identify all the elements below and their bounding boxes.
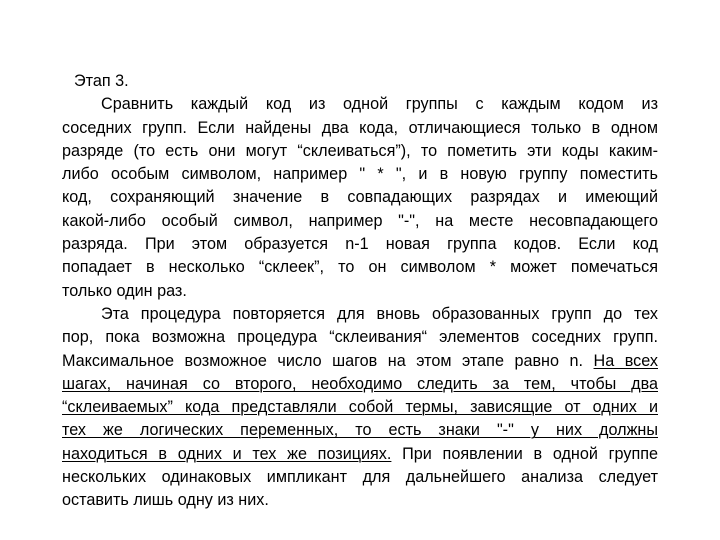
paragraph-1 bbox=[62, 93, 658, 303]
underlined-text: находиться в одних и тех же позициях. bbox=[62, 444, 392, 463]
text-line bbox=[62, 350, 658, 373]
underlined-text-line: шагах, начиная со второго, необходимо следить за тем, чтобы два bbox=[62, 374, 658, 393]
text-line: соседних групп. Если найдены два кода, отличающиеся только в одном bbox=[62, 118, 658, 137]
text-line: оставить лишь одну из них. bbox=[62, 491, 269, 510]
underlined-text-line: “склеиваемых” кода представляли собой термы, зависящие от одних и bbox=[62, 398, 658, 417]
text-line: Сравнить каждый код из одной группы с каждым кодом из bbox=[101, 95, 658, 114]
text-line: код, сохраняющий значение в совпадающих разрядах и имеющий bbox=[62, 188, 658, 207]
text-line: только один раз. bbox=[62, 281, 187, 300]
underlined-text-line: тех же логических переменных, то есть знаки "-" у них должны bbox=[62, 421, 658, 440]
paragraph-2 bbox=[62, 303, 658, 513]
text-line: Эта процедура повторяется для вновь образованных групп до тех bbox=[101, 304, 658, 323]
text-line bbox=[62, 443, 658, 466]
text-line: разряде (то есть они могут “склеиваться”), то пометить эти коды каким- bbox=[62, 141, 658, 160]
text-line: какой-либо особый символ, например "-", на месте несовпадающего bbox=[62, 211, 658, 230]
stage-heading: Этап 3. bbox=[74, 72, 129, 90]
text-segment: При появлении в одной группе bbox=[402, 444, 658, 463]
text-line: разряда. При этом образуется n-1 новая группа кодов. Если код bbox=[62, 235, 658, 254]
text-line: попадает в несколько “склеек”, то он символом * может помечаться bbox=[62, 258, 658, 277]
underlined-text: На всех bbox=[593, 351, 658, 370]
text-segment: Максимальное возможное число шагов на этом этапе равно n. bbox=[62, 351, 584, 370]
text-line: пор, пока возможна процедура “склеивания“ элементов соседних групп. bbox=[62, 328, 658, 347]
document-text bbox=[62, 70, 658, 513]
text-line: нескольких одинаковых импликант для дальнейшего анализа следует bbox=[62, 468, 658, 487]
text-line: либо особым символом, например " * ", и в новую группу поместить bbox=[62, 165, 658, 184]
